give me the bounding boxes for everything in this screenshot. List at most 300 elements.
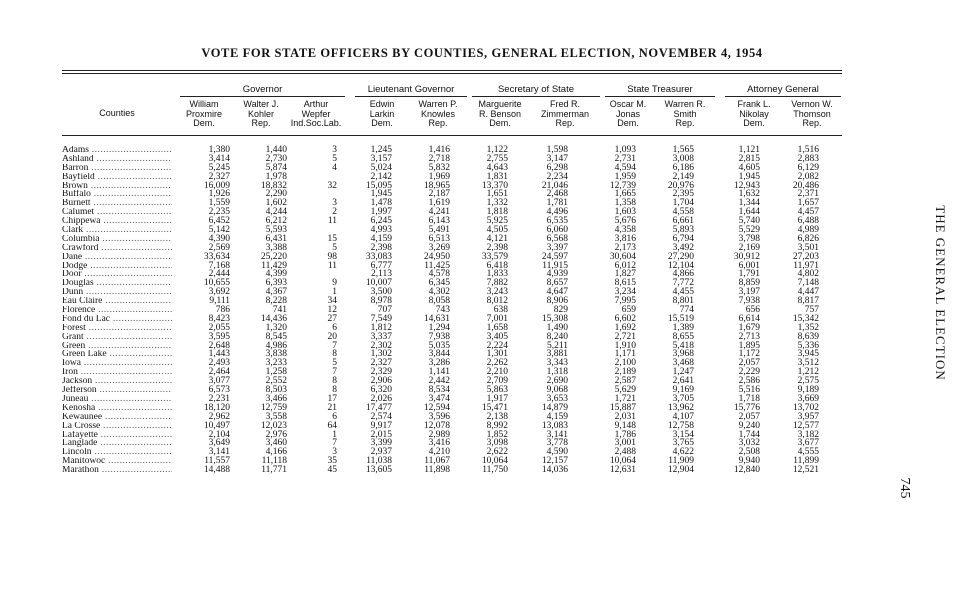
- vote-count: 1,644: [738, 207, 760, 218]
- vote-count: 30,912: [733, 251, 760, 262]
- vote-count: 12,023: [260, 420, 287, 431]
- header-bottom-rule: [62, 135, 842, 136]
- vote-count: 1,318: [546, 367, 568, 378]
- county-name: Grant .....: [62, 333, 172, 342]
- vote-count: 1,852: [486, 429, 508, 440]
- vote-count: 6,245: [370, 216, 392, 227]
- vote-count: 5,863: [486, 385, 508, 396]
- vote-count: 12,840: [733, 465, 760, 476]
- vote-count: 7: [332, 438, 337, 449]
- vote-count: 2,113: [370, 269, 392, 280]
- vote-count: 4,159: [546, 411, 568, 422]
- vote-count: 12,594: [423, 402, 450, 413]
- county-name: Dodge .....: [62, 262, 172, 271]
- vote-count: 2,587: [614, 376, 636, 387]
- column-header-line: R. Benson: [478, 108, 522, 119]
- top-rule-double-2: [62, 73, 842, 74]
- column-header-proxmire: [175, 100, 233, 129]
- column-header-line: Frank L.: [737, 99, 771, 109]
- vote-count: 2,398: [486, 242, 508, 253]
- vote-count: 1,247: [672, 367, 694, 378]
- vote-count: 3,957: [797, 411, 819, 422]
- table-row: [62, 164, 842, 173]
- vote-count: 1,786: [614, 429, 636, 440]
- table-row: [62, 404, 842, 413]
- table-row: [62, 324, 842, 333]
- vote-count: 21,046: [541, 180, 568, 191]
- vote-count: 2,718: [428, 153, 450, 164]
- vote-count: 2,327: [370, 358, 392, 369]
- vote-count: 20: [327, 331, 337, 342]
- vote-count: 24,950: [423, 251, 450, 262]
- vote-count: 13,962: [667, 402, 694, 413]
- vote-count: 3,692: [208, 287, 230, 298]
- vote-count: 14,488: [203, 465, 230, 476]
- vote-count: 2,962: [208, 411, 230, 422]
- vote-count: 5,629: [614, 385, 636, 396]
- vote-count: 659: [621, 305, 636, 316]
- vote-count: 8,978: [370, 296, 392, 307]
- column-header-nikolay: [726, 100, 782, 129]
- vote-count: 11: [327, 260, 337, 271]
- vote-count: 2,721: [614, 331, 636, 342]
- column-header-line: Edwin: [369, 99, 395, 109]
- vote-count: 11,429: [261, 260, 287, 271]
- table-row: [62, 306, 842, 315]
- vote-count: 2,976: [265, 429, 287, 440]
- vote-count: 1,141: [428, 367, 450, 378]
- vote-count: 1,619: [428, 198, 450, 209]
- vote-count: 4,496: [546, 207, 568, 218]
- county-name: Buffalo .....: [62, 190, 172, 199]
- results-table-body: [62, 146, 842, 475]
- vote-count: 25,220: [260, 251, 287, 262]
- vote-count: 9: [332, 278, 337, 289]
- vote-count: 5,893: [672, 225, 694, 236]
- column-header-line: Rep.: [428, 118, 448, 128]
- vote-count: 757: [804, 305, 819, 316]
- column-header-larkin: [354, 100, 410, 129]
- group-line-state-treasurer: [605, 96, 715, 97]
- vote-count: 11,915: [542, 260, 568, 271]
- vote-count: 1,440: [265, 145, 287, 155]
- table-row: [62, 288, 842, 297]
- vote-count: 6,452: [208, 216, 230, 227]
- vote-count: 6,777: [370, 260, 392, 271]
- vote-count: 3,558: [265, 411, 287, 422]
- vote-count: 3,474: [428, 393, 450, 404]
- vote-count: 10,064: [609, 456, 636, 467]
- vote-count: 12,739: [609, 180, 636, 191]
- vote-count: 1,380: [208, 145, 230, 155]
- county-name: Jackson .....: [62, 377, 172, 386]
- vote-count: 35: [327, 456, 337, 467]
- county-name: Manitowoc .....: [62, 457, 172, 466]
- vote-count: 1: [332, 287, 337, 298]
- vote-count: 8,859: [738, 278, 760, 289]
- vote-count: 14,436: [260, 313, 287, 324]
- column-header-line: Larkin: [369, 108, 395, 119]
- vote-count: 1,812: [370, 322, 392, 333]
- table-row: [62, 342, 842, 351]
- vote-count: 7,882: [486, 278, 508, 289]
- county-name: Florence .....: [62, 306, 172, 315]
- vote-count: 3,500: [370, 287, 392, 298]
- vote-count: 34: [327, 296, 337, 307]
- vote-count: 8,228: [265, 296, 287, 307]
- vote-count: 6,488: [797, 216, 819, 227]
- vote-count: 4,505: [486, 225, 508, 236]
- vote-count: 3,388: [265, 242, 287, 253]
- vote-count: 1,997: [370, 207, 392, 218]
- vote-count: 18,965: [423, 180, 450, 191]
- vote-count: 8,615: [614, 278, 636, 289]
- vote-count: 1,490: [546, 322, 568, 333]
- vote-count: 1,969: [428, 171, 450, 182]
- vote-count: 3,816: [614, 233, 636, 244]
- vote-count: 9,189: [797, 385, 819, 396]
- vote-count: 3,405: [486, 331, 508, 342]
- vote-count: 1,093: [614, 145, 636, 155]
- vote-count: 8,545: [265, 331, 287, 342]
- column-header-line: Smith: [673, 108, 697, 119]
- vote-count: 1,122: [486, 145, 508, 155]
- column-header-line: Rep.: [675, 118, 695, 128]
- vote-count: 1,245: [370, 145, 392, 155]
- vote-count: 7,772: [672, 278, 694, 289]
- vote-count: 1,443: [208, 349, 230, 360]
- column-header-line: Walter J.: [243, 99, 279, 109]
- vote-count: 2,142: [370, 171, 392, 182]
- group-state-treasurer: State Treasurer: [627, 84, 693, 95]
- vote-count: 27,290: [667, 251, 694, 262]
- vote-count: 12,759: [260, 402, 287, 413]
- vote-count: 2,493: [208, 358, 230, 369]
- vote-count: 12,758: [667, 420, 694, 431]
- group-line-secretary-of-state: [472, 96, 600, 97]
- vote-count: 2,290: [265, 189, 287, 200]
- vote-count: 2,442: [428, 376, 450, 387]
- vote-count: 33,579: [481, 251, 508, 262]
- vote-count: 15,308: [541, 313, 568, 324]
- vote-count: 2,057: [738, 358, 760, 369]
- county-name: La Crosse .....: [62, 422, 172, 431]
- vote-count: 2,508: [738, 447, 760, 458]
- vote-count: 1,744: [738, 429, 760, 440]
- vote-count: 6,826: [797, 233, 819, 244]
- vote-count: 3,141: [546, 429, 568, 440]
- vote-count: 1,917: [486, 393, 508, 404]
- group-lieutenant-governor: Lieutenant Governor: [367, 84, 455, 95]
- vote-count: 9,068: [546, 385, 568, 396]
- column-header-line: Kohler: [247, 108, 274, 119]
- column-header-line: Dem.: [617, 118, 639, 128]
- vote-count: 5,418: [672, 340, 694, 351]
- vote-count: 6,568: [546, 233, 568, 244]
- column-header-line: Rep.: [802, 118, 822, 128]
- vote-count: 1,818: [486, 207, 508, 218]
- vote-count: 4,558: [672, 207, 694, 218]
- vote-count: 7,938: [428, 331, 450, 342]
- vote-count: 2,488: [614, 447, 636, 458]
- vote-count: 2,586: [738, 376, 760, 387]
- county-name: Green .....: [62, 342, 172, 351]
- vote-count: 1,910: [614, 340, 636, 351]
- vote-count: 3,881: [546, 349, 568, 360]
- vote-count: 3,653: [546, 393, 568, 404]
- vote-count: 2,755: [486, 153, 508, 164]
- county-name: Kewaunee .....: [62, 413, 172, 422]
- column-header-line: Arthur: [303, 99, 329, 109]
- vote-count: 8,240: [546, 331, 568, 342]
- vote-count: 5,832: [428, 162, 450, 173]
- column-header-line: Thomson: [793, 108, 831, 119]
- vote-count: 4,455: [672, 287, 694, 298]
- vote-count: 11,425: [424, 260, 450, 271]
- vote-count: 6: [332, 322, 337, 333]
- county-name: Adams .....: [62, 146, 172, 155]
- county-name: Crawford .....: [62, 244, 172, 253]
- vote-count: 18,120: [203, 402, 230, 413]
- running-header: THE GENERAL ELECTION: [933, 205, 948, 381]
- vote-count: 1,320: [265, 322, 287, 333]
- vote-count: 6,535: [546, 216, 568, 227]
- column-header-kohler: [232, 100, 290, 129]
- table-row: [62, 359, 842, 368]
- vote-count: 4,866: [672, 269, 694, 280]
- table-row: [62, 315, 842, 324]
- vote-count: 4,210: [428, 447, 450, 458]
- vote-count: 5,740: [738, 216, 760, 227]
- vote-count: 3,234: [614, 287, 636, 298]
- table-row: [62, 350, 842, 359]
- table-row: [62, 235, 842, 244]
- vote-count: 6,573: [208, 385, 230, 396]
- column-header-line: Zimmerman: [540, 108, 589, 119]
- vote-count: 2,104: [208, 429, 230, 440]
- county-name: Columbia .....: [62, 235, 172, 244]
- vote-count: 1,657: [797, 198, 819, 209]
- vote-count: 8,655: [672, 331, 694, 342]
- county-name: Langlade .....: [62, 439, 172, 448]
- table-row: [62, 448, 842, 457]
- vote-count: 2,224: [486, 340, 508, 351]
- vote-count: 4,605: [738, 162, 760, 173]
- county-name: Douglas .....: [62, 279, 172, 288]
- vote-count: 1,358: [614, 198, 636, 209]
- group-attorney-general: Attorney General: [747, 84, 819, 95]
- county-name: Dane .....: [62, 253, 172, 262]
- vote-count: 11,038: [366, 456, 392, 467]
- vote-count: 741: [272, 305, 287, 316]
- vote-count: 2,169: [738, 242, 760, 253]
- vote-count: 8,058: [428, 296, 450, 307]
- vote-count: 1,926: [208, 189, 230, 200]
- vote-count: 1,895: [738, 340, 760, 351]
- vote-count: 1,665: [614, 189, 636, 200]
- vote-count: 1,389: [672, 322, 694, 333]
- vote-count: 4,802: [797, 269, 819, 280]
- vote-count: 6,129: [797, 162, 819, 173]
- vote-count: 7,995: [614, 296, 636, 307]
- vote-count: 1,352: [797, 322, 819, 333]
- vote-count: 2,173: [614, 242, 636, 253]
- vote-count: 1,827: [614, 269, 636, 280]
- vote-count: 2,622: [486, 447, 508, 458]
- vote-count: 3: [332, 145, 337, 155]
- vote-count: 3,468: [672, 358, 694, 369]
- vote-count: 21: [327, 402, 337, 413]
- county-name: Iron .....: [62, 368, 172, 377]
- vote-count: 4,390: [208, 233, 230, 244]
- vote-count: 1,658: [486, 322, 508, 333]
- vote-count: 4,244: [265, 207, 287, 218]
- table-row: [62, 395, 842, 404]
- vote-count: 3,233: [265, 358, 287, 369]
- vote-count: 2,937: [370, 447, 392, 458]
- column-header-line: Warren R.: [664, 99, 706, 109]
- vote-count: 30,604: [609, 251, 636, 262]
- vote-count: 1,692: [614, 322, 636, 333]
- vote-count: 8,801: [672, 296, 694, 307]
- vote-count: 2,690: [546, 376, 568, 387]
- vote-count: 4,447: [797, 287, 819, 298]
- vote-count: 4,107: [672, 411, 694, 422]
- table-row: [62, 244, 842, 253]
- vote-count: 4,457: [797, 207, 819, 218]
- vote-count: 6,614: [738, 313, 760, 324]
- vote-count: 14,879: [541, 402, 568, 413]
- vote-count: 5,035: [428, 340, 450, 351]
- vote-count: 11,067: [424, 456, 450, 467]
- vote-count: 6,431: [265, 233, 287, 244]
- vote-count: 5,491: [428, 225, 450, 236]
- vote-count: 3: [332, 447, 337, 458]
- vote-count: 743: [435, 305, 450, 316]
- vote-count: 1: [332, 429, 337, 440]
- county-name: Forest .....: [62, 324, 172, 333]
- vote-count: 2,398: [370, 242, 392, 253]
- vote-count: 13,702: [792, 402, 819, 413]
- vote-count: 5,245: [208, 162, 230, 173]
- vote-count: 5,142: [208, 225, 230, 236]
- vote-count: 2,327: [208, 171, 230, 182]
- vote-count: 2,329: [370, 367, 392, 378]
- vote-count: 2,231: [208, 393, 230, 404]
- table-row: [62, 413, 842, 422]
- vote-count: 3,595: [208, 331, 230, 342]
- vote-count: 11,557: [204, 456, 230, 467]
- table-row: [62, 279, 842, 288]
- county-name: Ashland .....: [62, 155, 172, 164]
- vote-count: 9,240: [738, 420, 760, 431]
- county-name: Eau Claire .....: [62, 297, 172, 306]
- column-header-line: Dem.: [371, 118, 393, 128]
- vote-count: 2,055: [208, 322, 230, 333]
- vote-count: 3,032: [738, 438, 760, 449]
- table-row: [62, 182, 842, 191]
- vote-count: 1,632: [738, 189, 760, 200]
- vote-count: 2,444: [208, 269, 230, 280]
- vote-count: 2,883: [797, 153, 819, 164]
- vote-count: 2,187: [428, 189, 450, 200]
- vote-count: 4,590: [546, 447, 568, 458]
- vote-count: 3,492: [672, 242, 694, 253]
- vote-count: 1,559: [208, 198, 230, 209]
- group-governor: Governor: [242, 84, 283, 95]
- top-rule-double-1: [62, 70, 842, 71]
- vote-count: 9,940: [738, 456, 760, 467]
- vote-count: 2,234: [546, 171, 568, 182]
- vote-count: 5,529: [738, 225, 760, 236]
- vote-count: 3,466: [265, 393, 287, 404]
- vote-count: 1,721: [614, 393, 636, 404]
- vote-count: 7,168: [208, 260, 230, 271]
- column-header-line: Ind.Soc.Lab.: [290, 118, 342, 128]
- vote-count: 2,189: [614, 367, 636, 378]
- column-header-line: Knowles: [420, 108, 456, 119]
- vote-count: 6,393: [265, 278, 287, 289]
- vote-count: 20,486: [792, 180, 819, 191]
- vote-count: 98: [327, 251, 337, 262]
- table-row: [62, 208, 842, 217]
- vote-count: 6,001: [738, 260, 760, 271]
- vote-count: 2,210: [486, 367, 508, 378]
- vote-count: 6,661: [672, 216, 694, 227]
- vote-count: 11,771: [261, 465, 287, 476]
- county-name: Jefferson .....: [62, 386, 172, 395]
- vote-count: 6,345: [428, 278, 450, 289]
- vote-count: 1,679: [738, 322, 760, 333]
- vote-count: 2,262: [486, 358, 508, 369]
- table-row: [62, 262, 842, 271]
- table-row: [62, 253, 842, 262]
- table-row: [62, 377, 842, 386]
- vote-count: 5: [332, 242, 337, 253]
- table-row: [62, 466, 842, 475]
- county-name: Door .....: [62, 270, 172, 279]
- vote-count: 1,344: [738, 198, 760, 209]
- county-name: Chippewa .....: [62, 217, 172, 226]
- vote-count: 3,968: [672, 349, 694, 360]
- vote-count: 12,078: [423, 420, 450, 431]
- vote-count: 1,565: [672, 145, 694, 155]
- county-name: Dunn .....: [62, 288, 172, 297]
- vote-count: 15,342: [792, 313, 819, 324]
- vote-count: 2,057: [738, 411, 760, 422]
- vote-count: 774: [679, 305, 694, 316]
- vote-count: 6,212: [265, 216, 287, 227]
- vote-count: 2,235: [208, 207, 230, 218]
- vote-count: 5,024: [370, 162, 392, 173]
- county-name: Fond du Lac .....: [62, 315, 172, 324]
- vote-count: 45: [327, 465, 337, 476]
- vote-count: 2,015: [370, 429, 392, 440]
- vote-count: 2,731: [614, 153, 636, 164]
- vote-count: 3,008: [672, 153, 694, 164]
- vote-count: 8,657: [546, 278, 568, 289]
- vote-count: 12,904: [667, 465, 694, 476]
- vote-count: 8: [332, 385, 337, 396]
- vote-count: 8,817: [797, 296, 819, 307]
- vote-count: 1,978: [265, 171, 287, 182]
- vote-count: 3,397: [546, 242, 568, 253]
- vote-count: 2: [332, 207, 337, 218]
- table-row: [62, 173, 842, 182]
- vote-count: 2,713: [738, 331, 760, 342]
- vote-count: 1,332: [486, 198, 508, 209]
- column-header-line: Dem.: [743, 118, 765, 128]
